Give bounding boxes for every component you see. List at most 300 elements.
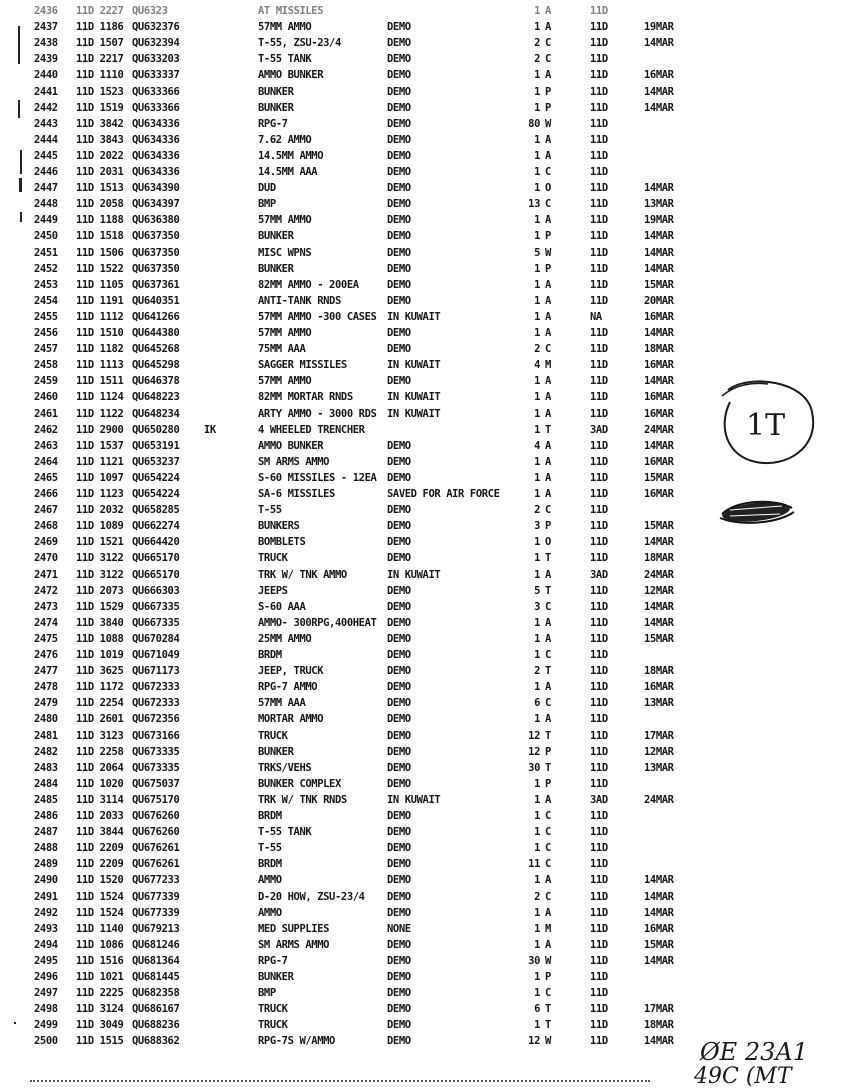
unit-code: 11D 1537 — [76, 439, 124, 452]
grid-reference: QU637361 — [132, 278, 180, 291]
item-description: T-55, ZSU-23/4 — [258, 37, 341, 50]
category-code: C — [545, 842, 551, 855]
grid-reference: QU673335 — [132, 761, 180, 774]
entry-row — [0, 390, 700, 404]
entry-number: 2459 — [34, 375, 58, 388]
entry-number: 2491 — [34, 890, 58, 903]
category-code: P — [545, 85, 551, 98]
disposition: DEMO — [387, 552, 411, 565]
item-description: TRUCK — [258, 552, 288, 565]
grid-reference: QU676260 — [132, 810, 180, 822]
unit-code: 11D 1113 — [76, 359, 124, 372]
item-description: ARTY AMMO - 3000 RDS — [258, 407, 377, 420]
responsible-unit: 11D — [590, 536, 608, 549]
unit-code: 11D 1511 — [76, 375, 124, 388]
date: 20MAR — [644, 294, 674, 307]
quantity: 3 — [534, 520, 540, 533]
grid-reference: QU634336 — [132, 133, 180, 146]
entry-number: 2483 — [34, 761, 58, 774]
item-description: 57MM AMMO -300 CASES — [258, 310, 377, 323]
grid-reference: QU665170 — [132, 552, 180, 565]
disposition: DEMO — [387, 874, 411, 887]
quantity: 1 — [534, 488, 540, 500]
unit-code: 11D 1110 — [76, 69, 124, 82]
entry-row — [0, 664, 700, 678]
entry-row — [0, 632, 700, 646]
entry-row — [0, 423, 700, 437]
disposition: SAVED FOR AIR FORCE — [387, 488, 500, 500]
item-description: T-55 — [258, 842, 282, 855]
date: 24MAR — [644, 423, 674, 436]
grid-reference: QU644380 — [132, 327, 180, 339]
responsible-unit: 11D — [590, 777, 608, 790]
date: 16MAR — [644, 681, 674, 694]
responsible-unit: 11D — [590, 455, 608, 468]
responsible-unit: 11D — [590, 1003, 608, 1016]
item-description: DUD — [258, 182, 276, 195]
category-code: A — [545, 488, 551, 500]
date: 14MAR — [644, 600, 674, 613]
responsible-unit: 11D — [590, 53, 608, 66]
unit-code: 11D 1124 — [76, 391, 124, 404]
entry-number: 2455 — [34, 310, 58, 323]
disposition: DEMO — [387, 343, 411, 356]
quantity: 1 — [534, 391, 540, 404]
category-code: P — [545, 745, 551, 758]
disposition: DEMO — [387, 858, 411, 871]
grid-reference: QU676261 — [132, 842, 180, 855]
responsible-unit: 3AD — [590, 423, 608, 436]
item-description: S-60 AAA — [258, 600, 306, 613]
entry-number: 2440 — [34, 69, 58, 82]
grid-reference: QU658285 — [132, 504, 180, 517]
disposition: DEMO — [387, 101, 411, 114]
quantity: 12 — [528, 1035, 540, 1048]
entry-row — [0, 551, 700, 565]
category-code: T — [545, 761, 551, 774]
category-code: C — [545, 343, 551, 356]
category-code: A — [545, 439, 551, 452]
unit-code: 11D 1518 — [76, 230, 124, 243]
grid-reference: QU633203 — [132, 53, 180, 66]
quantity: 1 — [534, 21, 540, 34]
grid-reference: QU633337 — [132, 69, 180, 82]
date: 16MAR — [644, 922, 674, 935]
entry-number: 2445 — [34, 149, 58, 162]
item-description: T-55 — [258, 504, 282, 517]
responsible-unit: 11D — [590, 182, 608, 195]
category-code: C — [545, 810, 551, 822]
entry-number: 2443 — [34, 117, 58, 130]
quantity: 1 — [534, 310, 540, 323]
category-code: C — [545, 649, 551, 661]
responsible-unit: 11D — [590, 471, 608, 484]
item-description: AMMO BUNKER — [258, 69, 324, 82]
quantity: 1 — [534, 713, 540, 726]
item-description: 57MM AMMO — [258, 327, 312, 339]
entry-number: 2479 — [34, 697, 58, 710]
unit-code: 11D 1188 — [76, 214, 124, 227]
entry-number: 2482 — [34, 745, 58, 758]
entry-number: 2450 — [34, 230, 58, 243]
entry-row — [0, 857, 700, 871]
entry-row — [0, 1018, 700, 1032]
entry-number: 2454 — [34, 294, 58, 307]
entry-number: 2494 — [34, 938, 58, 951]
category-code: T — [545, 1019, 551, 1032]
unit-code: 11D 3123 — [76, 729, 124, 742]
entry-row — [0, 101, 700, 115]
unit-code: 11D 3625 — [76, 665, 124, 678]
unit-code: 11D 1506 — [76, 246, 124, 259]
category-code: T — [545, 665, 551, 678]
grid-reference: QU650280 — [132, 423, 180, 436]
quantity: 3 — [534, 600, 540, 613]
margin-mark — [20, 150, 22, 174]
responsible-unit: 11D — [590, 729, 608, 742]
category-code: A — [545, 616, 551, 629]
disposition: DEMO — [387, 182, 411, 195]
margin-mark — [18, 26, 20, 64]
disposition: DEMO — [387, 536, 411, 549]
disposition: DEMO — [387, 987, 411, 1000]
entry-number: 2457 — [34, 343, 58, 356]
category-code: W — [545, 954, 551, 967]
unit-code: 11D 1524 — [76, 890, 124, 903]
category-code: A — [545, 278, 551, 291]
responsible-unit: 11D — [590, 375, 608, 388]
responsible-unit: 11D — [590, 552, 608, 565]
entry-number: 2442 — [34, 101, 58, 114]
entry-row — [0, 535, 700, 549]
grid-reference: QU634336 — [132, 149, 180, 162]
quantity: 30 — [528, 954, 540, 967]
entry-number: 2452 — [34, 262, 58, 275]
grid-reference: QU633366 — [132, 85, 180, 98]
item-description: 4 WHEELED TRENCHER — [258, 423, 365, 436]
entry-number: 2467 — [34, 504, 58, 517]
grid-reference: QU632394 — [132, 37, 180, 50]
quantity: 1 — [534, 149, 540, 162]
disposition: DEMO — [387, 713, 411, 726]
entry-number: 2497 — [34, 987, 58, 1000]
entry-row — [0, 310, 700, 324]
date: 14MAR — [644, 375, 674, 388]
entry-number: 2475 — [34, 632, 58, 645]
responsible-unit: 11D — [590, 826, 608, 839]
category-code: A — [545, 214, 551, 227]
unit-code: 11D 2031 — [76, 166, 124, 178]
responsible-unit: 11D — [590, 343, 608, 356]
category-code: O — [545, 536, 551, 549]
unit-code: 11D 1516 — [76, 954, 124, 967]
date: 15MAR — [644, 278, 674, 291]
unit-code: 11D 2209 — [76, 858, 124, 871]
entry-row — [0, 133, 700, 147]
disposition: DEMO — [387, 954, 411, 967]
unit-code: 11D 1021 — [76, 971, 124, 983]
date: 16MAR — [644, 359, 674, 372]
date: 15MAR — [644, 938, 674, 951]
entry-row — [0, 407, 700, 421]
date: 18MAR — [644, 552, 674, 565]
responsible-unit: 11D — [590, 294, 608, 307]
item-description: ANTI-TANK RNDS — [258, 294, 341, 307]
date: 19MAR — [644, 214, 674, 227]
responsible-unit: 11D — [590, 520, 608, 533]
date: 14MAR — [644, 327, 674, 339]
category-code: A — [545, 713, 551, 726]
margin-mark — [18, 100, 20, 118]
responsible-unit: 11D — [590, 214, 608, 227]
unit-code: 11D 1529 — [76, 600, 124, 613]
entry-number: 2498 — [34, 1003, 58, 1016]
category-code: C — [545, 198, 551, 211]
entry-number: 2487 — [34, 826, 58, 839]
entry-row — [0, 793, 700, 807]
disposition: DEMO — [387, 455, 411, 468]
date: 16MAR — [644, 488, 674, 500]
grid-reference: QU677233 — [132, 874, 180, 887]
unit-code: 11D 1112 — [76, 310, 124, 323]
item-description: BUNKER — [258, 745, 294, 758]
entry-row — [0, 165, 700, 179]
responsible-unit: 11D — [590, 101, 608, 114]
entry-number: 2486 — [34, 810, 58, 822]
disposition: DEMO — [387, 1035, 411, 1048]
unit-code: 11D 1089 — [76, 520, 124, 533]
date: 12MAR — [644, 584, 674, 597]
disposition: DEMO — [387, 375, 411, 388]
unit-code: 11D 3122 — [76, 568, 124, 581]
quantity: 1 — [534, 649, 540, 661]
quantity: 1 — [534, 568, 540, 581]
item-description: SM ARMS AMMO — [258, 938, 330, 951]
grid-reference: QU648223 — [132, 391, 180, 404]
item-description: 7.62 AMMO — [258, 133, 312, 146]
unit-code: 11D 1105 — [76, 278, 124, 291]
unit-code: 11D 1172 — [76, 681, 124, 694]
disposition: DEMO — [387, 149, 411, 162]
item-description: TRUCK — [258, 1019, 288, 1032]
entry-row — [0, 1034, 700, 1048]
item-description: AMMO- 300RPG,400HEAT — [258, 616, 377, 629]
circle-annotation-text: 1T — [746, 408, 786, 443]
entry-number: 2469 — [34, 536, 58, 549]
entry-number: 2439 — [34, 53, 58, 66]
unit-code: 11D 1510 — [76, 327, 124, 339]
disposition: IN KUWAIT — [387, 359, 441, 372]
unit-code: 11D 1186 — [76, 21, 124, 34]
grid-reference: QU675037 — [132, 777, 180, 790]
grid-reference: QU654224 — [132, 471, 180, 484]
date: 18MAR — [644, 665, 674, 678]
grid-reference: QU688362 — [132, 1035, 180, 1048]
item-description: BRDM — [258, 649, 282, 661]
quantity: 1 — [534, 327, 540, 339]
grid-reference: QU637350 — [132, 246, 180, 259]
quantity: 4 — [534, 439, 540, 452]
entry-number: 2444 — [34, 133, 58, 146]
scribble-mark — [716, 494, 796, 530]
responsible-unit: 11D — [590, 971, 608, 983]
disposition: DEMO — [387, 21, 411, 34]
grid-reference: QU677339 — [132, 890, 180, 903]
item-description: BUNKERS — [258, 520, 300, 533]
item-description: 82MM MORTAR RNDS — [258, 391, 353, 404]
item-description: 14.5MM AAA — [258, 166, 318, 178]
entry-row — [0, 326, 700, 340]
disposition: DEMO — [387, 214, 411, 227]
date: 14MAR — [644, 246, 674, 259]
entry-number: 2499 — [34, 1019, 58, 1032]
quantity: 1 — [534, 294, 540, 307]
entry-number: 2476 — [34, 649, 58, 661]
responsible-unit: 11D — [590, 665, 608, 678]
grid-reference: QU681364 — [132, 954, 180, 967]
unit-code: 11D 2033 — [76, 810, 124, 822]
category-code: A — [545, 133, 551, 146]
unit-code: 11D 2900 — [76, 423, 124, 436]
responsible-unit: 11D — [590, 166, 608, 178]
quantity: 1 — [534, 407, 540, 420]
category-code: C — [545, 600, 551, 613]
responsible-unit: 11D — [590, 584, 608, 597]
entry-number: 2446 — [34, 166, 58, 178]
category-code: P — [545, 262, 551, 275]
date: 14MAR — [644, 262, 674, 275]
item-description: AMMO — [258, 906, 282, 919]
unit-code: 11D 3122 — [76, 552, 124, 565]
responsible-unit: 11D — [590, 407, 608, 420]
item-description: D-20 HOW, ZSU-23/4 — [258, 890, 365, 903]
item-description: BUNKER COMPLEX — [258, 777, 341, 790]
grid-reference: QU645268 — [132, 343, 180, 356]
item-description: S-60 MISSILES - 12EA — [258, 471, 377, 484]
unit-code: 11D 2032 — [76, 504, 124, 517]
quantity: 1 — [534, 85, 540, 98]
quantity: 1 — [534, 810, 540, 822]
entry-row — [0, 246, 700, 260]
entry-row — [0, 841, 700, 855]
entry-number: 2464 — [34, 455, 58, 468]
unit-code: 11D 1020 — [76, 777, 124, 790]
category-code: M — [545, 359, 551, 372]
category-code: W — [545, 117, 551, 130]
entry-row — [0, 922, 700, 936]
category-code: C — [545, 697, 551, 710]
category-code: A — [545, 568, 551, 581]
category-code: P — [545, 777, 551, 790]
unit-code: 11D 2073 — [76, 584, 124, 597]
item-description: 14.5MM AMMO — [258, 149, 324, 162]
grid-reference: QU681246 — [132, 938, 180, 951]
responsible-unit: 11D — [590, 922, 608, 935]
date: 13MAR — [644, 761, 674, 774]
quantity: 4 — [534, 359, 540, 372]
category-code: C — [545, 53, 551, 66]
entry-number: 2465 — [34, 471, 58, 484]
item-description: MISC WPNS — [258, 246, 312, 259]
disposition: DEMO — [387, 133, 411, 146]
unit-code: 11D 2058 — [76, 198, 124, 211]
quantity: 1 — [534, 471, 540, 484]
entry-row — [0, 648, 700, 662]
item-description: 57MM AMMO — [258, 21, 312, 34]
grid-reference: QU673166 — [132, 729, 180, 742]
disposition: IN KUWAIT — [387, 310, 441, 323]
quantity: 1 — [534, 5, 540, 17]
grid-reference: QU634390 — [132, 182, 180, 195]
entry-number: 2466 — [34, 488, 58, 500]
entry-number: 2480 — [34, 713, 58, 726]
disposition: DEMO — [387, 971, 411, 983]
unit-code: 11D 1122 — [76, 407, 124, 420]
entry-row — [0, 938, 700, 952]
entry-number: 2470 — [34, 552, 58, 565]
unit-code: 11D 1524 — [76, 906, 124, 919]
responsible-unit: 11D — [590, 842, 608, 855]
item-description: BRDM — [258, 858, 282, 871]
quantity: 1 — [534, 423, 540, 436]
grid-reference: QU633366 — [132, 101, 180, 114]
grid-reference: QU672333 — [132, 681, 180, 694]
item-description: BUNKER — [258, 971, 294, 983]
unit-code: 11D 2258 — [76, 745, 124, 758]
unit-code: 11D 1520 — [76, 874, 124, 887]
unit-code: 11D 2022 — [76, 149, 124, 162]
item-description: 25MM AMMO — [258, 632, 312, 645]
unit-code: 11D 2217 — [76, 53, 124, 66]
category-code: C — [545, 504, 551, 517]
unit-code: 11D 1140 — [76, 922, 124, 935]
category-code: C — [545, 37, 551, 50]
unit-code: 11D 1019 — [76, 649, 124, 661]
responsible-unit: 11D — [590, 858, 608, 871]
unit-code: 11D 1097 — [76, 471, 124, 484]
responsible-unit: 11D — [590, 1035, 608, 1048]
category-code: W — [545, 246, 551, 259]
disposition: DEMO — [387, 278, 411, 291]
grid-reference: QU662274 — [132, 520, 180, 533]
responsible-unit: 11D — [590, 632, 608, 645]
date: 14MAR — [644, 874, 674, 887]
entry-number: 2463 — [34, 439, 58, 452]
date: 14MAR — [644, 616, 674, 629]
disposition: DEMO — [387, 198, 411, 211]
margin-mark — [19, 178, 22, 192]
item-description: T-55 TANK — [258, 826, 312, 839]
grid-reference: QU664420 — [132, 536, 180, 549]
responsible-unit: 11D — [590, 359, 608, 372]
disposition: DEMO — [387, 1003, 411, 1016]
date: 14MAR — [644, 890, 674, 903]
responsible-unit: 11D — [590, 745, 608, 758]
entry-row — [0, 600, 700, 614]
entry-row — [0, 712, 700, 726]
disposition: DEMO — [387, 681, 411, 694]
grid-reference: QU634397 — [132, 198, 180, 211]
responsible-unit: 11D — [590, 439, 608, 452]
quantity: 6 — [534, 697, 540, 710]
disposition: DEMO — [387, 761, 411, 774]
disposition: DEMO — [387, 294, 411, 307]
item-description: BUNKER — [258, 230, 294, 243]
quantity: 1 — [534, 971, 540, 983]
date: 17MAR — [644, 729, 674, 742]
entry-row — [0, 197, 700, 211]
entry-number: 2472 — [34, 584, 58, 597]
